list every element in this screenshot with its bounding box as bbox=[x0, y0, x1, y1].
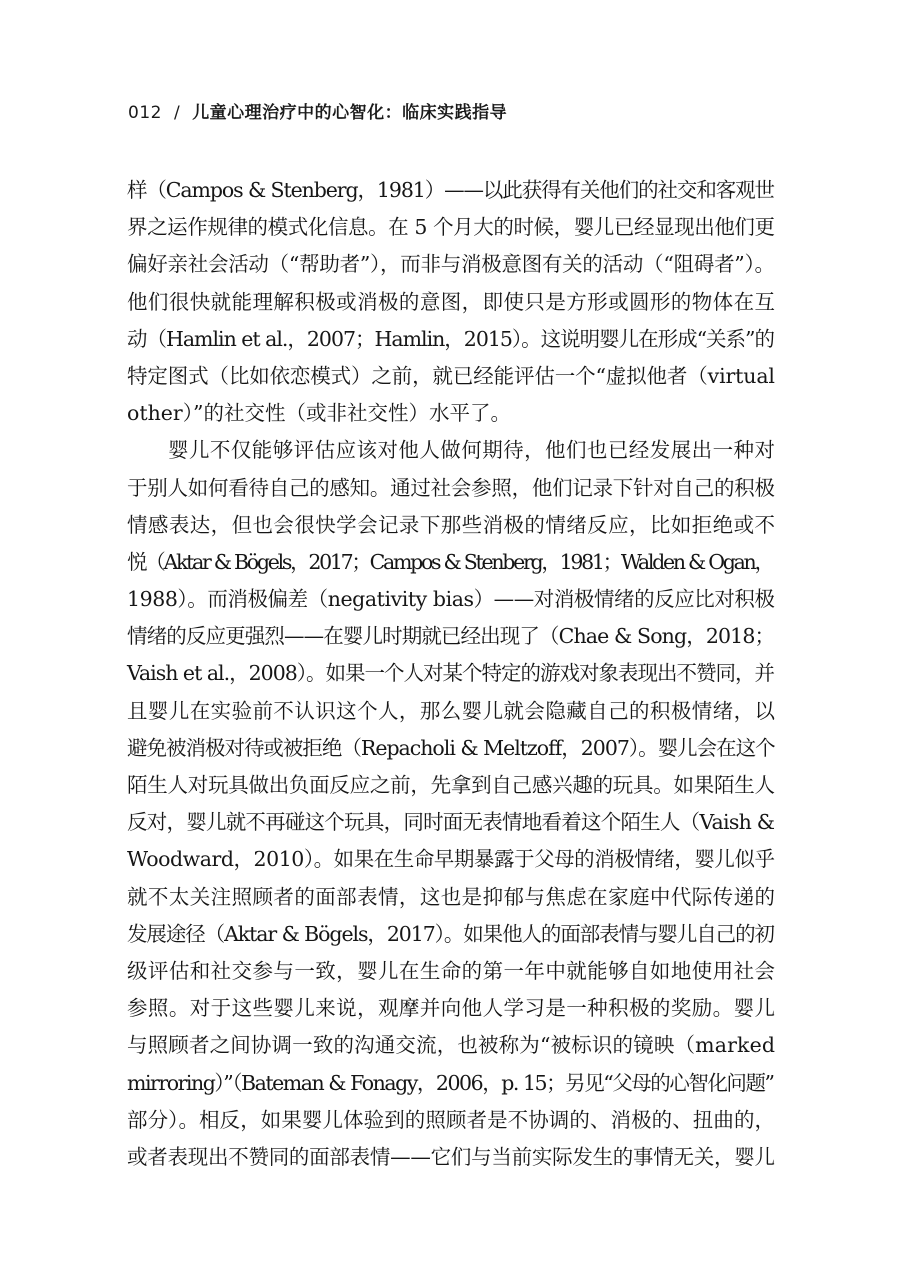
text-line: 界之运作规律的模式化信息。在 5 个月大的时候，婴儿已经显现出他们更 bbox=[127, 215, 775, 240]
text-line: 避免被消极对待或被拒绝（Repacholi & Meltzoff，2007）。婴儿会在这个 bbox=[127, 735, 775, 760]
text-line: Woodward，2010）。如果在生命早期暴露于父母的消极情绪，婴儿似乎 bbox=[127, 847, 775, 872]
text-line: 于别人如何看待自己的感知。通过社会参照，他们记录下针对自己的积极 bbox=[127, 475, 775, 500]
paragraph-2 bbox=[127, 432, 775, 1176]
text-line: Vaish et al.，2008）。如果一个人对某个特定的游戏对象表现出不赞同，并 bbox=[127, 661, 774, 686]
body-text bbox=[127, 172, 775, 1176]
running-header bbox=[128, 98, 507, 123]
text-line: 发展途径（Aktar & Bögels，2017）。如果他人的面部表情与婴儿自己的初 bbox=[127, 921, 774, 946]
text-line: 他们很快就能理解积极或消极的意图，即使只是方形或圆形的物体在互 bbox=[127, 289, 776, 314]
text-line: 参照。对于这些婴儿来说，观摩并向他人学习是一种积极的奖励。婴儿 bbox=[127, 996, 776, 1021]
text-line: 婴儿不仅能够评估应该对他人做何期待，他们也已经发展出一种对 bbox=[168, 438, 776, 463]
text-line: 部分）。相反，如果婴儿体验到的照顾者是不协调的、消极的、扭曲的， bbox=[127, 1107, 776, 1132]
text-line: mirroring）”（Bateman & Fonagy，2006，p. 15；另见“父母的心智化问题” bbox=[127, 1070, 774, 1095]
text-line: 情感表达，但也会很快学会记录下那些消极的情绪反应，比如拒绝或不 bbox=[127, 512, 776, 537]
text-line: 悦（Aktar & Bögels，2017；Campos & Stenberg，1981；Walden & Ogan， bbox=[127, 549, 773, 574]
text-line: 偏好亲社会活动（“帮助者”），而非与消极意图有关的活动（“阻碍者”）。 bbox=[127, 252, 775, 277]
text-line: 级评估和社交参与一致，婴儿在生命的第一年中就能够自如地使用社会 bbox=[127, 958, 776, 983]
text-line: 反对，婴儿就不再碰这个玩具，同时面无表情地看着这个陌生人（Vaish & bbox=[127, 810, 775, 835]
text-line: 样（Campos & Stenberg，1981）——以此获得有关他们的社交和客观世 bbox=[127, 178, 774, 202]
paragraph-1 bbox=[127, 172, 775, 432]
text-line: 动（Hamlin et al.，2007；Hamlin，2015）。这说明婴儿在形成“关系”的 bbox=[127, 326, 774, 351]
text-line: 或者表现出不赞同的面部表情——它们与当前实际发生的事情无关，婴儿 bbox=[127, 1144, 775, 1169]
page-number: 012 bbox=[128, 103, 162, 123]
header-separator: / bbox=[173, 103, 181, 123]
text-line: 陌生人对玩具做出负面反应之前，先拿到自己感兴趣的玩具。如果陌生人 bbox=[127, 773, 775, 797]
text-line: 1988）。而消极偏差（negativity bias）——对消极情绪的反应比对积极 bbox=[127, 587, 775, 612]
text-line: 与照顾者之间协调一致的沟通交流，也被称为“被标识的镜映（marked bbox=[127, 1033, 776, 1058]
text-line: 且婴儿在实验前不认识这个人，那么婴儿就会隐藏自己的积极情绪，以 bbox=[127, 698, 776, 723]
book-title: 儿童心理治疗中的心智化：临床实践指导 bbox=[192, 103, 508, 123]
text-line: 情绪的反应更强烈——在婴儿时期就已经出现了（Chae & Song，2018； bbox=[127, 624, 775, 649]
text-line: 就不太关注照顾者的面部表情，这也是抑郁与焦虑在家庭中代际传递的 bbox=[127, 884, 776, 909]
text-line: other）”的社交性（或非社交性）水平了。 bbox=[127, 401, 511, 426]
text-line: 特定图式（比如依恋模式）之前，就已经能评估一个“虚拟他者（virtual bbox=[127, 363, 775, 388]
